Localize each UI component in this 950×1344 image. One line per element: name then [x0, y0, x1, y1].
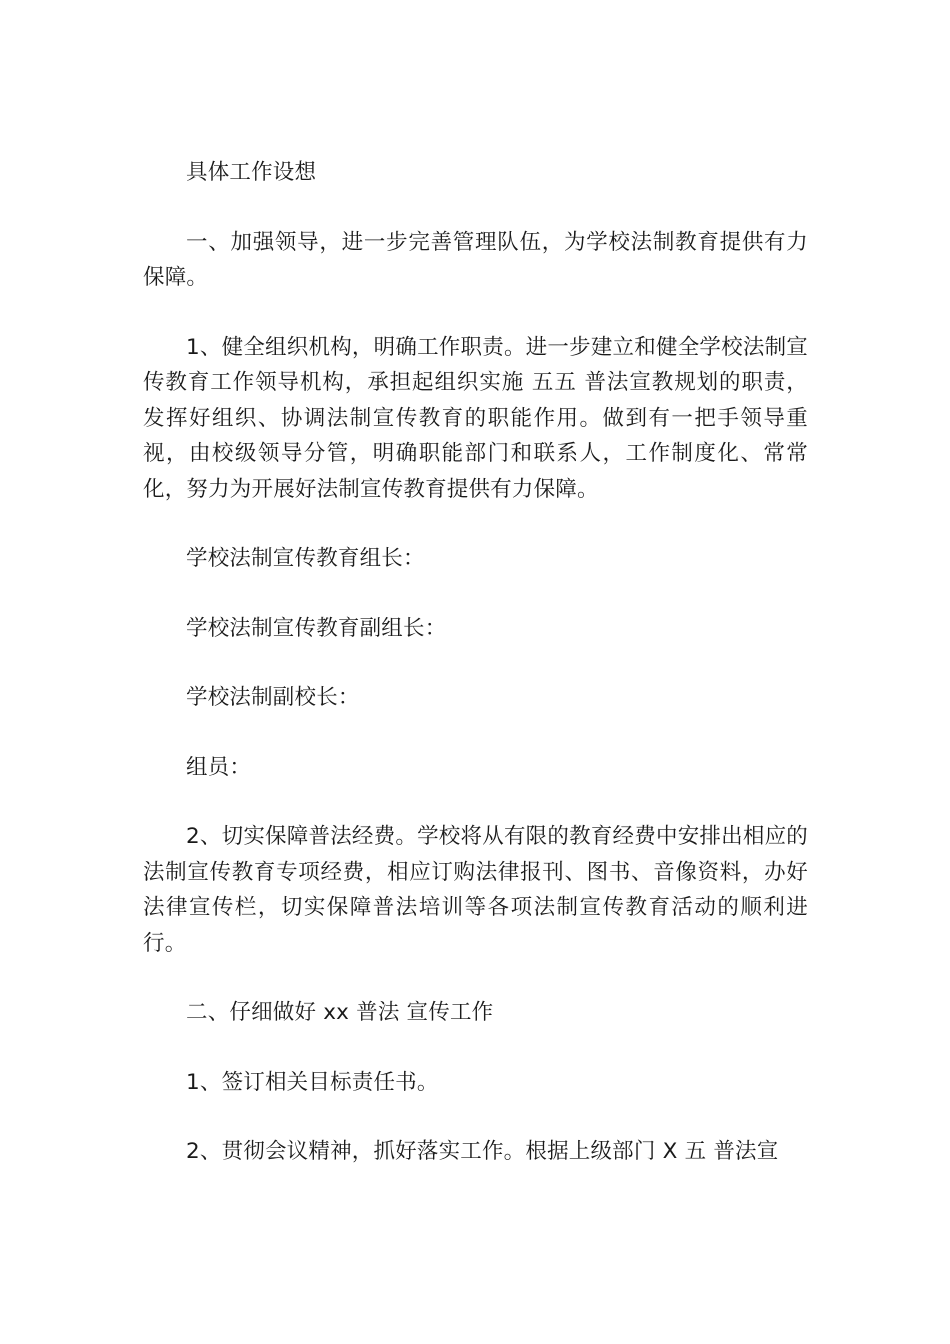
leader-line: 学校法制宣传教育组长：	[186, 546, 425, 571]
section-one-item-two: 2、切实保障普法经费。学校将从有限的教育经费中安排出相应的法制宣传教育专项经费，相应订购法律报刊、图书、音像资料，办好法律宣传栏，切实保障普法培训等各项法制宣传教育活动的顺利进行。	[143, 824, 808, 956]
members-line: 组员：	[186, 754, 252, 780]
section-one-title: 一、加强领导，进一步完善管理队伍，为学校法制教育提供有力保障。	[143, 229, 808, 290]
vice-principal-line: 学校法制副校长：	[186, 685, 360, 710]
section-one-item-one: 1、健全组织机构，明确工作职责。进一步建立和健全学校法制宣传教育工作领导机构，承担起组织实施 五五 普法宣教规划的职责，发挥好组织、协调法制宣传教育的职能作用。做到有一把手领导重视，由校级领导分管，明确职能部门和联系人，工作制度化、常常化，努力为开展好法制宣传教育提供有力保障。	[143, 334, 808, 502]
document-body	[143, 155, 808, 1170]
section-two-title: 二、仔细做好 xx 普法 宣传工作	[186, 1000, 494, 1025]
deputy-leader-line: 学校法制宣传教育副组长：	[186, 615, 447, 641]
heading-paragraph: 具体工作设想	[186, 160, 317, 185]
section-two-item-two: 2、贯彻会议精神，抓好落实工作。根据上级部门 X 五 普法宣	[186, 1139, 779, 1164]
section-two-item-one: 1、签订相关目标责任书。	[186, 1069, 439, 1095]
